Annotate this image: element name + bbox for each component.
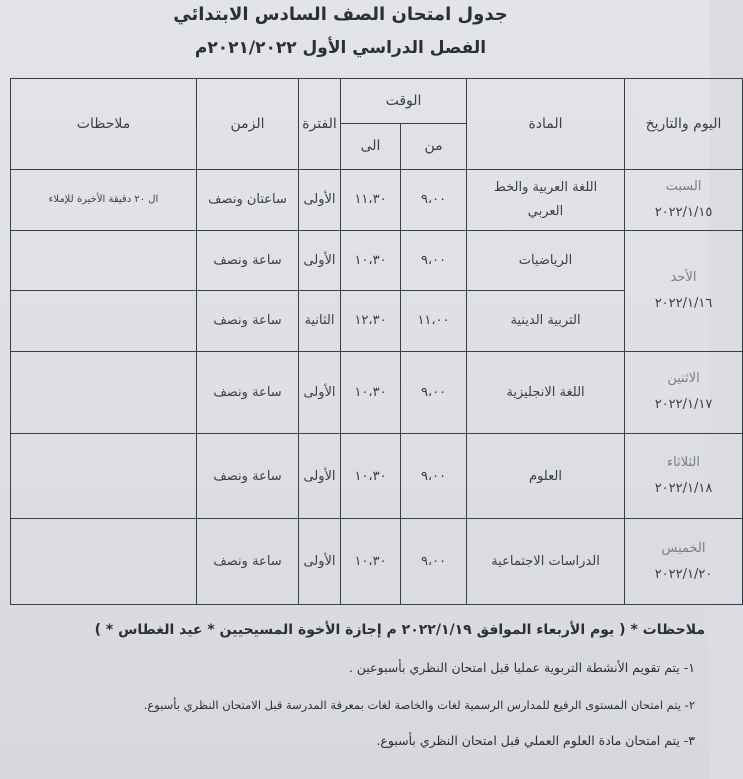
to-cell: ١٠،٣٠ [341,230,401,290]
day-cell: الأحد ٢٠٢٢/١/١٦ [625,230,743,351]
period-cell: الأولى [299,434,341,519]
note-cell [11,434,197,519]
from-cell: ٩،٠٠ [401,519,467,605]
from-cell: ٩،٠٠ [401,434,467,519]
to-cell: ١١،٣٠ [341,169,401,230]
to-cell: ١٢،٣٠ [341,290,401,351]
header-to: الى [341,123,401,169]
table-row [11,434,743,519]
from-cell: ٩،٠٠ [401,351,467,433]
header-from: من [401,123,467,169]
duration-cell: ساعة ونصف [197,351,299,433]
period-cell: الأولى [299,519,341,605]
period-cell: الأولى [299,169,341,230]
header-notes: ملاحظات [11,79,197,170]
header-day-date: اليوم والتاريخ [625,79,743,170]
holiday-note: ملاحظات * ( يوم الأربعاء الموافق ٢٠٢٢/١/١٩ م إجازة الأخوة المسيحيين * عيد الغطاس * ) [94,622,705,638]
note-cell [11,519,197,605]
note-cell [11,290,197,351]
header-time: الوقت [341,79,467,124]
period-cell: الثانية [299,290,341,351]
day-cell: الاثنين ٢٠٢٢/١/١٧ [625,351,743,433]
to-cell: ١٠،٣٠ [341,519,401,605]
duration-cell: ساعة ونصف [197,519,299,605]
note-cell [11,230,197,290]
header-duration: الزمن [197,79,299,170]
subject-cell: اللغة العربية والخط العربي [467,169,625,230]
table-row [11,519,743,605]
subject-cell: الدراسات الاجتماعية [467,519,625,605]
document-title: جدول امتحان الصف السادس الابتدائي [173,4,508,25]
note-cell: ال ٢٠ دقيقة الأخيرة للإملاء [11,169,197,230]
duration-cell: ساعة ونصف [197,290,299,351]
period-cell: الأولى [299,351,341,433]
subject-cell: العلوم [467,434,625,519]
table-row [11,169,743,230]
note-item: ٢- يتم امتحان المستوى الرفيع للمدارس الرسمية لغات والخاصة لغات بمعرفة المدرسة قبل الامتحان النظري بأسبوع. [143,698,695,712]
subject-cell: التربية الدينية [467,290,625,351]
from-cell: ٩،٠٠ [401,230,467,290]
table-row [11,351,743,433]
period-cell: الأولى [299,230,341,290]
exam-schedule-table [10,78,743,605]
duration-cell: ساعة ونصف [197,434,299,519]
table-row [11,230,743,290]
note-item: ١- يتم تقويم الأنشطة التربوية عمليا قبل امتحان النظري بأسبوعين . [348,660,695,675]
subject-cell: الرياضيات [467,230,625,290]
to-cell: ١٠،٣٠ [341,351,401,433]
day-cell: الثلاثاء ٢٠٢٢/١/١٨ [625,434,743,519]
note-item: ٣- يتم امتحان مادة العلوم العملي قبل امتحان النظري بأسبوع. [376,733,695,748]
from-cell: ٩،٠٠ [401,169,467,230]
document-subtitle: الفصل الدراسي الأول ٢٠٢١/٢٠٢٢م [194,38,487,58]
duration-cell: ساعة ونصف [197,230,299,290]
from-cell: ١١،٠٠ [401,290,467,351]
day-cell: السبت ٢٠٢٢/١/١٥ [625,169,743,230]
note-cell [11,351,197,433]
subject-cell: اللغة الانجليزية [467,351,625,433]
header-subject: المادة [467,79,625,170]
to-cell: ١٠،٣٠ [341,434,401,519]
header-period: الفترة [299,79,341,170]
day-cell: الخميس ٢٠٢٢/١/٢٠ [625,519,743,605]
duration-cell: ساعتان ونصف [197,169,299,230]
